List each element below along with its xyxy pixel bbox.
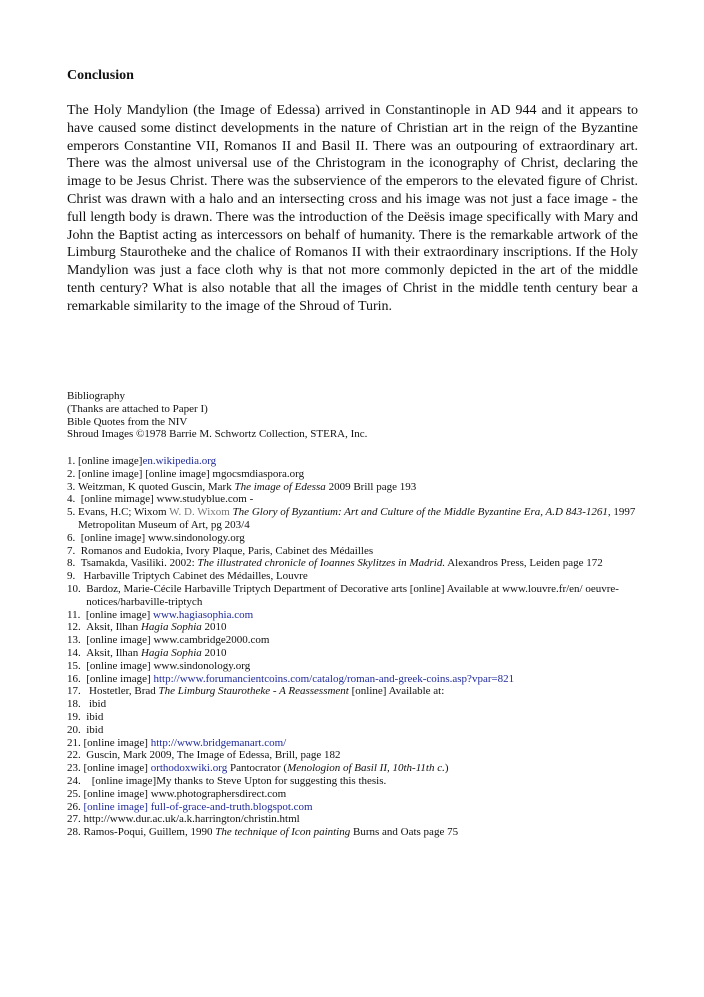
reference-citation: [online image]My thanks to Steve Upton for suggesting this thesis. — [91, 774, 387, 787]
bibliography-note: Shroud Images ©1978 Barrie M. Schwortz Collection, STERA, Inc. — [67, 428, 368, 441]
reference-number: 26. — [67, 800, 84, 813]
reference-number: 28. — [67, 826, 84, 839]
reference-item — [67, 685, 647, 698]
reference-item — [67, 468, 647, 481]
reference-item — [67, 711, 647, 724]
reference-text — [81, 532, 647, 545]
reference-citation: Romanos and Eudokia, Ivory Plaque, Paris, Cabinet des Médailles — [80, 544, 374, 557]
reference-citation: 1997 Metropolitan Museum of Art, pg 203/4 — [78, 506, 636, 531]
reference-item — [67, 724, 647, 737]
reference-text — [81, 493, 647, 506]
reference-citation: Bardoz, Marie-Cécile Harbaville Triptych Department of Decorative arts [online] Available at www.louvre.fr/en/ oeuvre-notices/harbaville-triptych — [86, 582, 619, 608]
reference-citation: Ramos-Poqui, Guillem, 1990 — [83, 826, 216, 839]
reference-item — [67, 826, 647, 839]
reference-text — [86, 647, 647, 660]
reference-citation: [online image] — [83, 736, 151, 749]
reference-citation: 2009 Brill page 193 — [325, 480, 417, 493]
reference-citation: Guscin, Mark 2009, The Image of Edessa, Brill, page 182 — [86, 749, 341, 762]
reference-number: 16. — [67, 672, 87, 685]
reference-title: The technique of Icon painting — [215, 826, 351, 839]
reference-citation: [online image] [online image] mgocsmdiaspora.org — [78, 467, 305, 480]
reference-number: 15. — [67, 659, 87, 672]
reference-item — [67, 532, 647, 545]
reference-title: The Glory of Byzantium: Art and Culture of the Middle Byzantine Era, A.D 843-1261, — [229, 506, 611, 519]
reference-link[interactable]: www.hagiasophia.com — [153, 608, 254, 621]
reference-citation: ibid — [86, 710, 104, 723]
reference-number: 20. — [67, 723, 87, 736]
reference-text — [84, 826, 648, 839]
reference-text — [86, 621, 647, 634]
reference-citation: Burns and Oats page 75 — [350, 826, 459, 839]
reference-citation: 2010 — [201, 621, 227, 634]
reference-text — [81, 557, 647, 570]
reference-citation: Harbaville Triptych Cabinet des Médailles, Louvre — [83, 570, 308, 583]
reference-citation: [online image] — [83, 762, 151, 775]
reference-item — [67, 621, 647, 634]
reference-text — [78, 506, 647, 532]
reference-text — [84, 737, 648, 750]
reference-citation: [online image] — [78, 455, 143, 467]
reference-citation: Hostetler, Brad — [89, 685, 159, 698]
reference-number: 6. — [67, 531, 81, 544]
reference-title: The Limburg Staurotheke - A Reassessment — [158, 685, 349, 698]
bibliography-header — [67, 390, 367, 441]
reference-link[interactable]: http://www.bridgemanart.com/ — [150, 736, 287, 749]
reference-number: 11. — [67, 608, 86, 621]
reference-number: 14. — [67, 646, 87, 659]
reference-link[interactable]: orthodoxwiki.org — [150, 762, 228, 775]
reference-citation: [online image] www.sindonology.org — [80, 531, 245, 544]
reference-citation: ibid — [86, 723, 104, 736]
reference-text — [78, 455, 647, 468]
reference-number: 13. — [67, 634, 87, 647]
reference-link[interactable]: [online image] full-of-grace-and-truth.blogspot.com — [83, 800, 313, 813]
reference-text — [86, 711, 647, 724]
reference-text — [89, 685, 647, 698]
reference-number: 19. — [67, 710, 87, 723]
reference-item — [67, 673, 647, 686]
reference-text — [84, 801, 648, 814]
reference-text — [86, 749, 647, 762]
reference-item — [67, 801, 647, 814]
reference-text — [86, 609, 647, 622]
reference-text — [92, 775, 647, 788]
reference-item — [67, 481, 647, 494]
reference-item — [67, 647, 647, 660]
reference-number: 4. — [67, 493, 81, 506]
reference-number: 21. — [67, 736, 84, 749]
reference-item — [67, 493, 647, 506]
reference-text — [89, 698, 647, 711]
reference-text — [84, 762, 648, 775]
reference-item — [67, 788, 647, 801]
reference-text — [86, 724, 647, 737]
reference-text — [78, 468, 647, 481]
reference-citation: [online] Available at: — [348, 685, 445, 698]
reference-item — [67, 634, 647, 647]
conclusion-paragraph: The Holy Mandylion (the Image of Edessa) arrived in Constantinople in AD 944 and it appears to have caused some distinct developments in the nature of Christian art in the reign of the Byzantine emperors Constantine VII, Romanos II and Basil II. There was an outpouring of extraordinary art. There was the almost universal use of the Christogram in the iconography of Christ, declaring the image to be Jesus Christ. There was the subservience of the emperors to the elevated figure of Christ. Christ was drawn with a halo and an intersecting cross and his image was not just a face image - the full length body is drawn. There was the introduction of the Deësis image specifically with Mary and John the Baptist acting as intercessors on behalf of humanity. There is the remarkable artwork of the Limburg Staurotheke and the chalice of Romanos II with their extraordinary inscriptions. If the Holy Mandylion was just a face cloth why is that not more commonly depicted in the art of the middle tenth century? What is also notable that all the images of Christ in the middle tenth century bear a remarkable similarity to the image of the Shroud of Turin. — [67, 103, 638, 314]
reference-text — [81, 545, 647, 558]
reference-number: 10. — [67, 582, 87, 595]
reference-number: 17. — [67, 685, 89, 698]
reference-text — [86, 660, 647, 673]
reference-citation: Alexandros Press, Leiden page 172 — [445, 557, 603, 570]
reference-item — [67, 660, 647, 673]
reference-citation: Pantocrator ( — [227, 762, 288, 775]
reference-link[interactable]: en.wikipedia.org — [142, 455, 217, 467]
reference-citation: 2010 — [201, 646, 227, 659]
reference-item — [67, 737, 647, 750]
reference-item — [67, 762, 647, 775]
reference-text — [86, 634, 647, 647]
reference-number: 8. — [67, 557, 81, 570]
reference-text — [86, 673, 647, 686]
reference-citation: ) — [444, 762, 449, 775]
reference-item — [67, 557, 647, 570]
reference-number: 7. — [67, 544, 81, 557]
reference-citation: http://www.dur.ac.uk/a.k.harrington/christin.html — [83, 813, 300, 826]
reference-title: The image of Edessa — [234, 480, 326, 493]
reference-text — [78, 481, 647, 494]
reference-item — [67, 570, 647, 583]
reference-number: 2. — [67, 467, 78, 480]
reference-citation: [online image] www.cambridge2000.com — [86, 634, 270, 647]
reference-text — [84, 813, 648, 826]
reference-author-link: W. D. Wixom — [169, 506, 230, 519]
reference-item — [67, 545, 647, 558]
reference-item — [67, 609, 647, 622]
reference-citation: Weitzman, K quoted Guscin, Mark — [78, 480, 235, 493]
reference-item — [67, 583, 647, 609]
reference-number: 18. — [67, 698, 89, 711]
reference-number: 25. — [67, 787, 84, 800]
reference-citation: [online image] — [86, 672, 154, 685]
reference-number: 22. — [67, 749, 87, 762]
reference-citation: Aksit, Ilhan — [86, 646, 141, 659]
reference-link[interactable]: http://www.forumancientcoins.com/catalog/roman-and-greek-coins.asp?vpar=821 — [153, 672, 515, 685]
reference-number: 3. — [67, 480, 78, 493]
reference-citation: Evans, H.C; Wixom — [78, 506, 170, 519]
reference-number: 27. — [67, 813, 84, 826]
reference-title: Hagia Sophia — [140, 646, 202, 659]
reference-citation: Aksit, Ilhan — [86, 621, 141, 634]
reference-item — [67, 813, 647, 826]
reference-citation: [online mimage] www.studyblue.com - — [80, 493, 254, 506]
reference-item — [67, 506, 647, 532]
reference-number: 12. — [67, 621, 87, 634]
reference-item — [67, 698, 647, 711]
reference-text — [84, 788, 648, 801]
section-heading: Conclusion — [67, 68, 134, 83]
reference-number: 1. — [67, 455, 78, 467]
reference-citation: [online image] www.sindonology.org — [86, 659, 251, 672]
reference-citation: ibid — [89, 698, 107, 711]
reference-citation: [online image] www.photographersdirect.com — [83, 787, 287, 800]
reference-text — [84, 570, 648, 583]
reference-item — [67, 775, 647, 788]
reference-title: The illustrated chronicle of Ioannes Skylitzes in Madrid. — [197, 557, 446, 570]
reference-number: 23. — [67, 762, 84, 775]
reference-citation: [online image] — [85, 608, 154, 621]
bibliography-note: (Thanks are attached to Paper I) — [67, 402, 208, 415]
bibliography-note: Bible Quotes from the NIV — [67, 415, 188, 428]
reference-title: Menologion of Basil II, 10th-11th c. — [287, 762, 445, 775]
reference-citation: Tsamakda, Vasiliki. 2002: — [80, 557, 198, 570]
reference-item — [67, 749, 647, 762]
reference-list — [67, 455, 647, 839]
bibliography-title: Bibliography — [67, 390, 126, 402]
reference-title: Hagia Sophia — [140, 621, 202, 634]
reference-text — [86, 583, 647, 609]
reference-number: 5. — [67, 506, 78, 519]
reference-number: 24. — [67, 774, 92, 787]
reference-item — [67, 455, 647, 468]
reference-number: 9. — [67, 570, 84, 583]
